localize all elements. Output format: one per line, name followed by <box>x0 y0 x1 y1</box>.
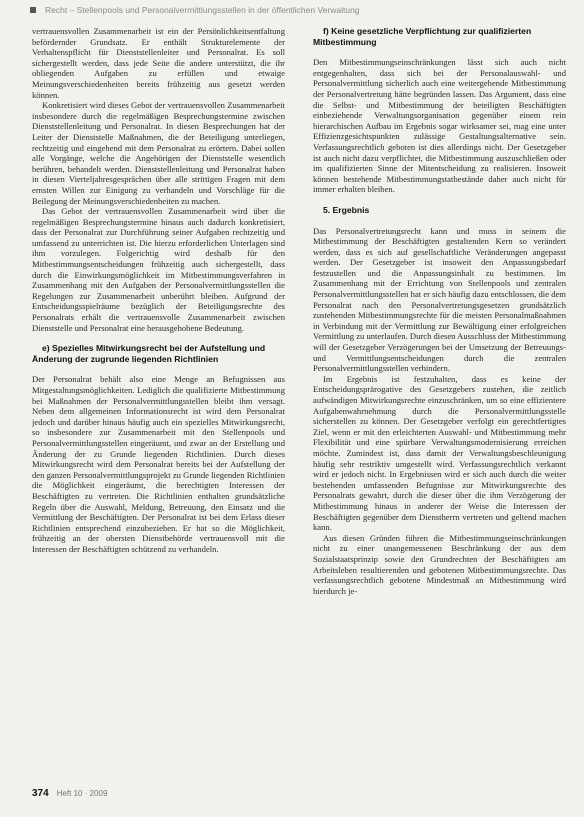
paragraph: Konkretisiert wird dieses Gebot der vertrauensvollen Zusammenarbeit insbesondere durch die regelmäßigen Besprechungstermine zwischen Dienststellenleitung und Personalrat. In diesen Besprechungen hat der Leiter der Dienststelle Maßnahmen, die der Beteiligung unterliegen, rechtzeitig und eingehend mit dem Personalrat zu erörtern. Dabei sollen alle Vorgänge, welche die Angehörigen der Dienststelle wesentlich berühren, behandelt werden. Dienststellenleitung und Personalrat haben in diesen Vierteljahresgesprächen über alle strittigen Fragen mit dem ernsten Willen zur Einigung zu verhandeln und Vorschläge für die Beilegung der Meinungsverschiedenheiten zu machen. <box>32 100 285 206</box>
issue-label: Heft 10 · 2009 <box>56 788 108 798</box>
paragraph: Der Personalrat behält also eine Menge an Befugnissen aus Mitgestaltungsmöglichkeiten. Lediglich die qualifizierte Mitbestimmung bei Maßnahmen der Personalvermittlungsstellen bleibt ihm versagt. Neben dem allgemeinen Informationsrecht ist wird dem Personalrat jedoch und darüber hinaus häufig auch ein spezielles Mitwirkungsrecht, so insbesondere zur Zusammenarbeit mit den Stellenpools und Personalvermittlungsstellen eingeräumt, und zwar an der Erstellung und Änderung der zu Grunde liegenden Richtlinien. Durch dieses Mitwirkungsrecht wird dem Personalrat bereits bei der Aufstellung der den ganzen Personalvermittlungsprojekt zu Grunde liegenden Richtlinien die Möglichkeit eingeräumt, die berechtigten Interessen der Beschäftigten zu vertreten. Die Richtlinien enthalten grundsätzliche Regeln über die Auswahl, Meldung, Betreuung, den Einsatz und die Vermittlung der Beschäftigten. Der Personalrat ist bei dem Erlass dieser Richtlinien entsprechend einzubeziehen. Er hat so die Möglichkeit, frühzeitig an der obersten Dienstbehörde vertrauensvoll mit die Interessen der Beschäftigten schützend zu verhandeln. <box>32 374 285 554</box>
section-heading: e) Spezielles Mitwirkungsrecht bei der Aufstellung und Änderung der zugrunde liegenden Richtlinien <box>32 343 266 364</box>
paragraph: vertrauensvollen Zusammenarbeit ist ein der Persönlichkeitsentfaltung befördernder Grundsatz. Er enthält Strukturelemente der Verhaltenspflicht für Dienststellenleiter und Personalrat. Es soll sichergestellt werden, dass jede Seite die andere unterstützt, die ihr obliegenden Aufgaben zu erfüllen und etwaige Meinungsverschiedenheiten bereits frühzeitig aus gesetzt werden können. <box>32 26 285 100</box>
page-number: 374 <box>32 787 49 799</box>
right-column <box>313 26 566 778</box>
section-heading: f) Keine gesetzliche Verpflichtung zur qualifizierten Mitbestimmung <box>313 26 532 47</box>
paragraph: Im Ergebnis ist festzuhalten, dass es keine der Entscheidungsprärogative des Gesetzgebers zustehen, die zeitlich aufwändigen Mitwirkungsrechte einzuschränken, um so eine effizientere Aufgabenwahrnehmung durch die Personalvermittlungsstelle sicherstellen zu können. Der Gesetzgeber verfolgt ein gerechtfertigtes Ziel, wenn er mit den erleichterten Auswahl- und Mitbestimmung mehr Flexibilität und eine spürbare Verwaltungsmodernisierung erreichen möchte. Zumindest ist, dass damit der Verwaltungsbeschleunigung häufig sehr restriktiv umgestellt wird. Verfassungsrechtlich verkannt wird er jedoch nicht. In Ergebnissen wird er sich auch durch die weiter bestehenden umfassenden Befugnisse zur Mitwirkungsrechte des Personalrats gewahrt, durch die dieser über die ihm Verzögerung der Mitbestimmung hinaus in anderer der Weise die Interessen der Beschäftigten gegenüber dem Dienstherrn vertreten und geltend machen kann. <box>313 373 566 533</box>
section-heading: 5. Ergebnis <box>323 204 370 215</box>
paragraph: Das Personalvertretungsrecht kann und muss in seinem die Mitbestimmung der Beschäftigten gestaltenden Kern so verändert werden, dass es sich auf gesellschaftliche Veränderungen angepasst werden. Der Gesetzgeber ist insoweit den Anpassungsbedarf festzustellen und die Anpassungsinhalt zu bestimmen. Im Zusammenhang mit der Errichtung von Stellenpools und zentralen Personalvermittlungsstellen hat er sich häufig dazu entschlossen, die dem Personalrat nach den Personalvertretungsgesetzen grundsätzlich zustehenden Mitbestimmungsrechte für die meisten Personalmaßnahmen in Verbindung mit der Vermittlung zur Bewältigung einer erfolgreichen Vermittlung zu unterlaufen. Durch diesen Ausschluss der Mitbestimmung will der Gesetzgeber Verzögerungen bei der Umsetzung der Betreuungs- und Vermittlungsentscheidungen durch die zentralen Personalvermittlungsstellen verhindern. <box>313 225 566 374</box>
paragraph: Aus diesen Gründen führen die Mitbestimmungseinschränkungen nicht zu einer unangemessenen Beschränkung der aus dem Sozialstaatsprinzip sowie den Grundrechten der Beschäftigten am Arbeitsleben resultierenden und gebotenen Mitbestimmungsrechte. Das verfassungsrechtlich gebotene Mindestmaß an Mitbestimmung wird hierdurch je- <box>313 532 566 596</box>
paragraph: Das Gebot der vertrauensvollen Zusammenarbeit wird über die regelmäßigen Besprechungstermine hinaus auch dadurch konkretisiert, dass der Personalrat zur Durchführung seiner Aufgaben rechtzeitig und umfassend zu unterrichten ist. Die hierzu erforderlichen Unterlagen sind ihm vorzulegen. Folgerichtig wird deshalb für den Mitbestimmungsentscheidungen frühzeitig auch sichergestellt, dass durch die Einwirkungsmöglichkeit im Mitbestimmungsverfahren in Zusammenhang mit den Aufgaben der Personalvermittlungsstellen die Regelungen zur Zusammenarbeit unberührt bleiben. Aufgrund der Entscheidungsspielräume bezüglich der Beteiligungsrechte des Personalrats erhält die vertrauensvolle Zusammenarbeit zwischen Dienststelle und Personalrat eine herausgehobene Bedeutung. <box>32 206 285 333</box>
paragraph: Den Mitbestimmungseinschränkungen lässt sich auch nicht entgegenhalten, dass sich bei der Personalauswahl- und Personalvermittlung sicherlich auch eine weitergehende Mitbestimmung der Personalvertretung hätte begründen lassen. Das Argument, dass eine die Selbst- und Mitbestimmung der beteiligten Beschäftigten einbeziehende Verwaltungsorganisation gegenüber einem rein hierarchischen Aufbau im Ergebnis sogar wirksamer sei, mag eine unter Effizienzgesichtspunkten zulässige Gestaltungsalternative sein. Verfassungsrechtlich geboten ist dies allerdings nicht. Der Gesetzgeber ist auch nicht dazu verpflichtet, die Mitbestimmung auszuschließen oder im qualifizierten Sinne der Mitentscheidung zu realisieren. Insoweit können bestehende Mitbestimmungstatbestände daher auch nicht für immer erhalten bleiben. <box>313 57 566 195</box>
running-title: Recht – Stellenpools und Personalvermittlungsstellen in der öffentlichen Verwaltung <box>45 5 360 15</box>
left-column <box>32 26 285 778</box>
page-footer <box>32 786 107 800</box>
running-header <box>30 3 560 17</box>
header-square-icon <box>30 7 36 13</box>
